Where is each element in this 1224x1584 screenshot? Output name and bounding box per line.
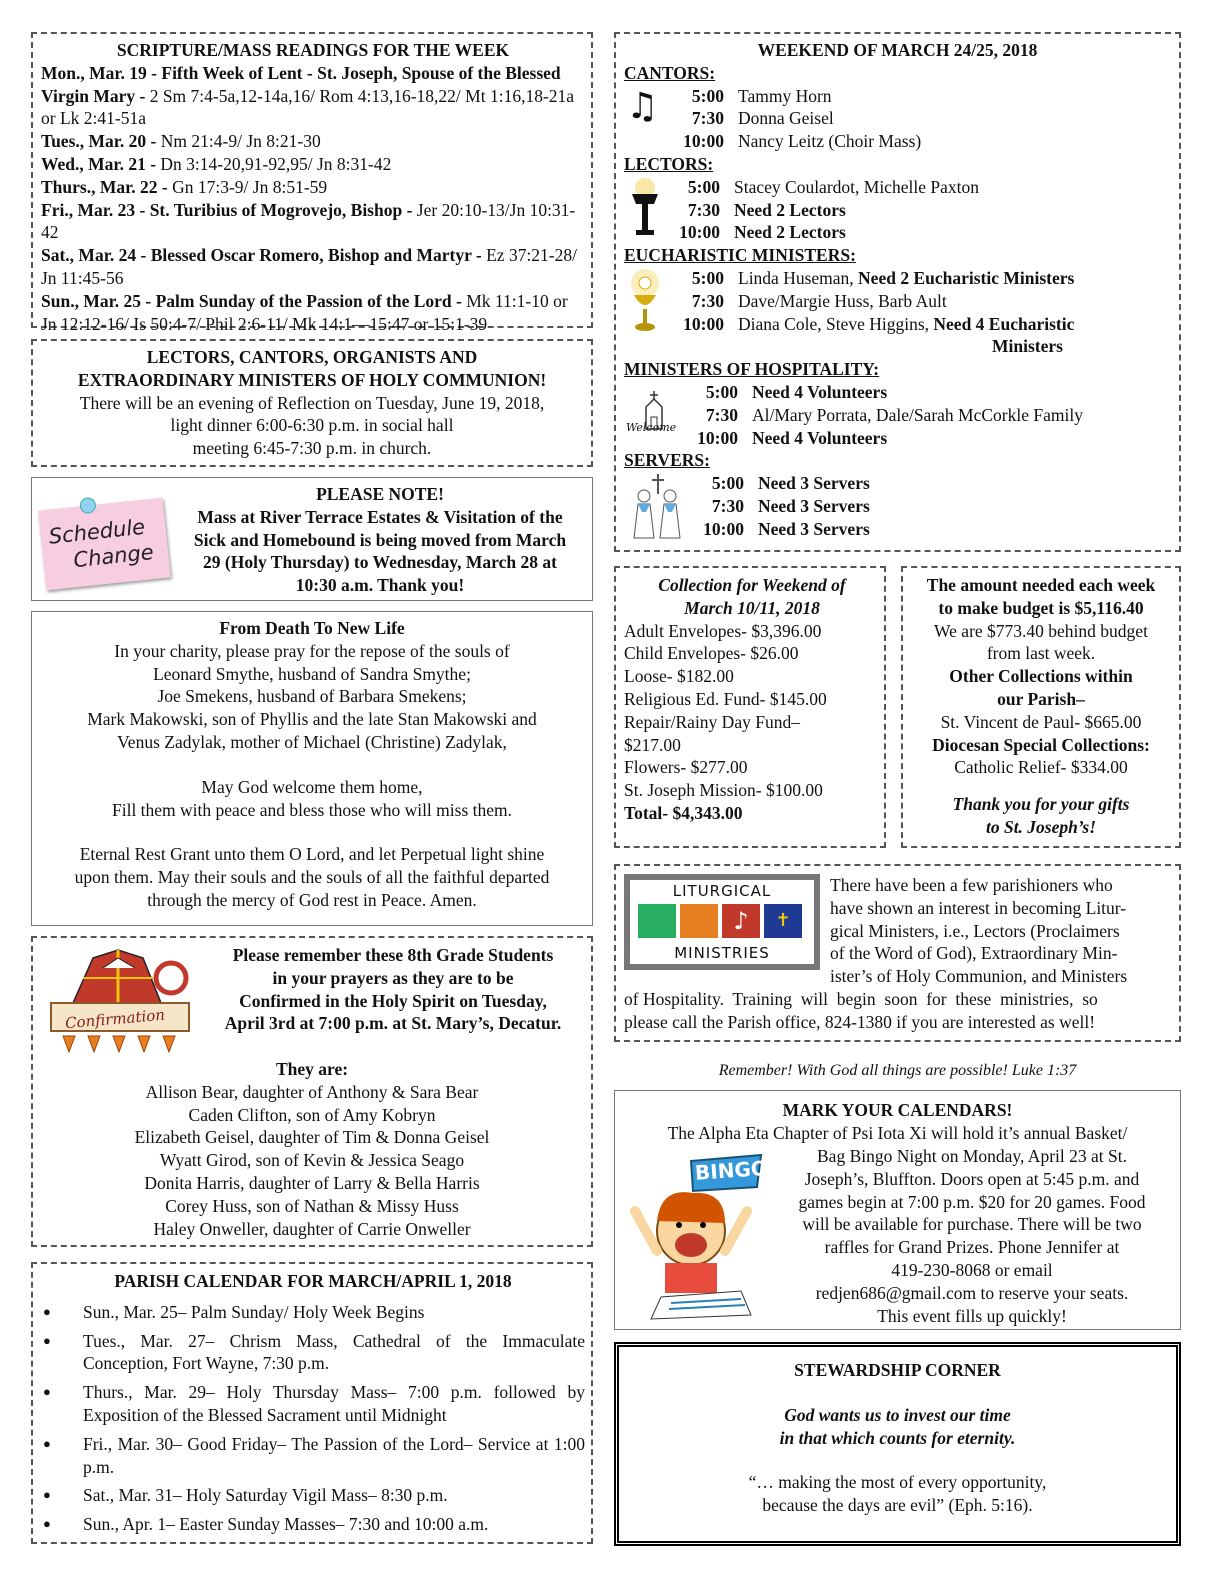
student-item: Caden Clifton, son of Amy Kobryn — [188, 1104, 436, 1125]
collection-item: Loose- $182.00 — [624, 666, 734, 687]
reflection-title-2: EXTRAORDINARY MINISTERS OF HOLY COMMUNION! — [77, 369, 547, 390]
reading-item — [41, 153, 585, 176]
schedule-name-text: Need 4 Volunteers — [752, 381, 888, 402]
readings-title: SCRIPTURE/MASS READINGS FOR THE WEEK — [116, 40, 510, 60]
calendar-box — [31, 1262, 593, 1544]
schedule-row — [688, 404, 1179, 427]
schedule-row — [674, 85, 1179, 108]
death-title: From Death To New Life — [219, 618, 405, 638]
lectors-label: LECTORS: — [624, 153, 714, 174]
liturgical-line: of the Word of God), Extraordinary Min- — [830, 943, 1118, 964]
schedule-name-text: Tammy Horn — [738, 85, 832, 106]
budget-box — [901, 566, 1181, 848]
collection-title-2: March 10/11, 2018 — [684, 597, 820, 618]
schedule-row — [694, 495, 1179, 518]
schedule-row — [688, 381, 1179, 404]
bingo-line: will be available for purchase. There will be two — [802, 1214, 1142, 1235]
calendar-item: ● Sun., Apr. 1– Easter Sunday Masses– 7:30 and 10:00 a.m. — [41, 1513, 585, 1536]
student-item: Wyatt Girod, son of Kevin & Jessica Seago — [159, 1150, 465, 1171]
schedule-name — [758, 472, 1179, 495]
schedule-name — [738, 313, 1179, 336]
reading-day: Fri., Mar. 23 - St. Turibius of Mogrovejo, Bishop - — [41, 199, 413, 220]
death-box — [31, 611, 593, 926]
logo-bottom-text: MINISTRIES — [674, 944, 770, 962]
confirmation-they: They are: — [275, 1059, 349, 1079]
remember-quote: Remember! With God all things are possible! Luke 1:37 — [718, 1062, 1077, 1079]
music-note-icon: ♪ — [722, 904, 760, 938]
hospitality-list — [688, 381, 1179, 449]
schedule-time: 7:30 — [691, 108, 724, 129]
reflection-box — [31, 339, 593, 467]
bible-icon: ✝ — [764, 904, 802, 938]
schedule-name-text: Stacey Coulardot, Michelle Paxton — [734, 176, 979, 197]
calendar-item: ● Fri., Mar. 30– Good Friday– The Passion of the Lord– Service at 1:00 p.m. — [41, 1433, 585, 1479]
collection-item: Child Envelopes- $26.00 — [624, 643, 799, 664]
bingo-title: MARK YOUR CALENDARS! — [782, 1100, 1013, 1120]
reading-item — [41, 244, 585, 290]
collection-total: Total- $4,343.00 — [624, 802, 743, 823]
calendar-item: ● Tues., Mar. 27– Chrism Mass, Cathedral of the Immaculate Conception, Fort Wayne, 7:30 p.m. — [41, 1330, 585, 1376]
reading-item — [41, 130, 585, 153]
schedule-row — [694, 518, 1179, 541]
collection-item: Adult Envelopes- $3,396.00 — [624, 620, 822, 641]
schedule-row — [674, 267, 1179, 290]
death-name-line: In your charity, please pray for the repose of the souls of — [114, 640, 510, 661]
thanks-1: Thank you for your gifts — [952, 794, 1130, 815]
death-name-line: Leonard Smythe, husband of Sandra Smythe; — [153, 663, 471, 684]
student-list — [33, 1081, 591, 1241]
budget-line-2: from last week. — [986, 643, 1096, 664]
schedule-time: 10:00 — [683, 131, 724, 152]
stewardship-italic-2: in that which counts for eternity. — [779, 1427, 1016, 1448]
handshake-icon — [638, 904, 676, 938]
confirmation-banner-text: Confirmation — [64, 1005, 166, 1033]
calendar-title: PARISH CALENDAR FOR MARCH/APRIL 1, 2018 — [114, 1271, 512, 1291]
schedule-time: 10:00 — [683, 313, 724, 334]
death-rest-2: upon them. May their souls and the souls of all the faithful departed — [74, 867, 550, 888]
schedule-name-text: Dave/Margie Huss, Barb Ault — [738, 290, 947, 311]
servers-list — [694, 472, 1179, 540]
schedule-time: 7:30 — [705, 404, 738, 425]
weekend-box — [614, 32, 1181, 552]
collection-item: $217.00 — [624, 734, 681, 755]
schedule-name — [734, 221, 1179, 244]
other-collections-1: Other Collections within — [949, 666, 1133, 687]
budget-title-1: The amount needed each week — [926, 575, 1156, 595]
schedule-name-bold: Need 4 Eucharistic — [933, 313, 1075, 334]
confirmation-line-2: in your prayers as they are to be — [272, 967, 514, 988]
em-continuation: Ministers — [992, 336, 1063, 357]
liturgical-line: ister’s of Holy Communion, and Ministers — [830, 966, 1128, 987]
em-list — [674, 267, 1179, 335]
diocesan-label: Diocesan Special Collections: — [932, 734, 1150, 755]
schedule-row — [670, 199, 1179, 222]
schedule-row — [674, 313, 1179, 336]
schedule-name-text: Donna Geisel — [738, 108, 834, 129]
schedule-name-text: Need 4 Volunteers — [752, 427, 888, 448]
schedule-name-text: Need 3 Servers — [758, 495, 870, 516]
death-rest-3: through the mercy of God rest in Peace. Amen. — [147, 889, 477, 910]
stewardship-box — [614, 1342, 1181, 1546]
hospitality-label: MINISTERS OF HOSPITALITY: — [624, 359, 880, 380]
liturgical-line: have shown an interest in becoming Litur- — [830, 897, 1127, 918]
reading-day: Sat., Mar. 24 - Blessed Oscar Romero, Bishop and Martyr - — [41, 245, 482, 266]
calendar-item: ● Sat., Mar. 31– Holy Saturday Vigil Mass– 8:30 p.m. — [41, 1484, 585, 1507]
death-name-line: Joe Smekens, husband of Barbara Smekens; — [157, 686, 467, 707]
reading-item — [41, 62, 585, 130]
schedule-name — [752, 404, 1179, 427]
liturgical-logo — [624, 874, 820, 970]
reading-day: Mon., Mar. 19 - Fifth Week of Lent - St. Joseph, Spouse of the Blessed Virgin Mary - — [41, 62, 561, 106]
em-label: EUCHARISTIC MINISTERS: — [624, 245, 856, 266]
schedule-time: 5:00 — [691, 267, 724, 288]
thanks-2: to St. Joseph’s! — [985, 816, 1097, 837]
collection-item: St. Joseph Mission- $100.00 — [624, 780, 823, 801]
student-item: Donita Harris, daughter of Larry & Bella Harris — [144, 1172, 480, 1193]
stewardship-title: STEWARDSHIP CORNER — [794, 1360, 1001, 1380]
schedule-name-text: Nancy Leitz (Choir Mass) — [738, 131, 922, 152]
bingo-text — [765, 1145, 1179, 1327]
reading-text: Dn 3:14-20,91-92,95/ Jn 8:31-42 — [156, 153, 392, 174]
schedule-name — [738, 130, 1179, 153]
reading-text: 2 Sm 7:4-5a,12-14a,16/ Rom 4:13,16-18,22/ Mt 1:16,18-21a or Lk 2:41-51a — [41, 85, 575, 129]
schedule-name — [738, 267, 1179, 290]
schedule-time: 10:00 — [697, 427, 738, 448]
reading-day: Thurs., Mar. 22 - — [41, 176, 168, 197]
other-collections-2: our Parish– — [997, 688, 1085, 709]
collection-item: Repair/Rainy Day Fund– — [624, 711, 800, 732]
schedule-name-text: Need 3 Servers — [758, 473, 870, 494]
collection-box — [614, 566, 886, 848]
student-item: Allison Bear, daughter of Anthony & Sara Bear — [145, 1081, 479, 1102]
reading-text: Gn 17:3-9/ Jn 8:51-59 — [167, 176, 328, 197]
schedule-change-sticky — [38, 498, 171, 591]
schedule-name-text: Diana Cole, Steve Higgins, — [738, 313, 934, 334]
cantors-label: CANTORS: — [624, 62, 716, 83]
grapes-icon — [680, 904, 718, 938]
schedule-row — [670, 221, 1179, 244]
readings-box — [31, 32, 593, 334]
collection-title-1: Collection for Weekend of — [658, 575, 846, 595]
schedule-time: 10:00 — [679, 222, 720, 243]
schedule-time: 5:00 — [687, 176, 720, 197]
reading-day: Sun., Mar. 25 - Palm Sunday of the Passion of the Lord - — [41, 290, 462, 311]
schedule-time: 7:30 — [691, 290, 724, 311]
bingo-sign-text: BINGO! — [694, 1155, 778, 1185]
reading-item — [41, 199, 585, 245]
schedule-time: 7:30 — [687, 199, 720, 220]
schedule-time: 10:00 — [703, 518, 744, 539]
reflection-title-1: LECTORS, CANTORS, ORGANISTS AND — [146, 347, 478, 367]
death-blessing-1: May God welcome them home, — [201, 776, 423, 797]
schedule-time: 5:00 — [711, 473, 744, 494]
note-line-2: Sick and Homebound is being moved from March — [193, 529, 567, 550]
schedule-name-bold: Need 2 Eucharistic Ministers — [858, 267, 1075, 288]
liturgical-line: There have been a few parishioners who — [830, 875, 1113, 895]
reading-item — [41, 176, 585, 199]
reflection-line-1: There will be an evening of Reflection on Tuesday, June 19, 2018, — [79, 392, 545, 413]
death-names — [32, 640, 592, 754]
schedule-row — [670, 176, 1179, 199]
schedule-name — [752, 381, 1179, 404]
bingo-line: games begin at 7:00 p.m. $20 for 20 games. Food — [798, 1191, 1146, 1212]
reading-item — [41, 290, 585, 336]
liturgical-full-1: of Hospitality. Training will begin soon for these ministries, so — [624, 989, 1098, 1009]
stewardship-quote-1: “… making the most of every opportunity, — [748, 1472, 1047, 1493]
liturgical-full-2: please call the Parish office, 824-1380 if you are interested as well! — [624, 1011, 1096, 1032]
lectern-icon — [628, 178, 662, 238]
confirmation-line-1: Please remember these 8th Grade Students — [232, 945, 554, 965]
schedule-name-text: Linda Huseman, — [738, 267, 859, 288]
welcome-text: Welcome — [626, 420, 677, 434]
note-line-4: 10:30 a.m. Thank you! — [295, 575, 465, 596]
reflection-line-2: light dinner 6:00-6:30 p.m. in social hall — [170, 415, 454, 436]
confirmation-clipart — [43, 948, 193, 1058]
bingo-line-1: The Alpha Eta Chapter of Psi Iota Xi will hold it’s annual Basket/ — [667, 1123, 1128, 1143]
sticky-text-2: Change — [72, 539, 155, 573]
death-blessing-2: Fill them with peace and bless those who will miss them. — [111, 799, 513, 820]
schedule-name — [738, 85, 1179, 108]
reading-text: Mk 11:1-10 or Jn 12:12-16/ Is 50:4-7/ Phil 2:6-11/ Mk 14:1—15:47 or 15:1-39 — [41, 290, 568, 334]
budget-line-1: We are $773.40 behind budget — [934, 620, 1148, 641]
death-name-line: Venus Zadylak, mother of Michael (Christine) Zadylak, — [117, 731, 507, 752]
student-item: Haley Onweller, daughter of Carrie Onweller — [153, 1218, 471, 1239]
liturgical-box — [614, 864, 1181, 1042]
calendar-item: ● Sun., Mar. 25– Palm Sunday/ Holy Week Begins — [41, 1301, 585, 1324]
schedule-time: 7:30 — [711, 495, 744, 516]
schedule-row — [688, 427, 1179, 450]
calendar-list — [41, 1301, 585, 1536]
bingo-line: redjen686@gmail.com to reserve your seats. — [815, 1282, 1129, 1303]
schedule-name — [738, 107, 1179, 130]
readings-list — [41, 62, 585, 336]
schedule-time: 5:00 — [691, 85, 724, 106]
reading-day: Wed., Mar. 21 - — [41, 153, 157, 174]
church-welcome-icon — [626, 391, 682, 447]
servers-label: SERVERS: — [624, 450, 710, 471]
budget-title-2: to make budget is $5,116.40 — [938, 597, 1144, 618]
svdp-amount: St. Vincent de Paul- $665.00 — [940, 711, 1142, 732]
bingo-box — [614, 1090, 1181, 1330]
stewardship-quote-2: because the days are evil” (Eph. 5:16). — [762, 1495, 1033, 1516]
collection-item: Flowers- $277.00 — [624, 757, 748, 778]
chalice-icon — [628, 269, 662, 335]
confirmation-line-3: Confirmed in the Holy Spirit on Tuesday, — [239, 990, 547, 1011]
bingo-line: This event fills up quickly! — [877, 1305, 1067, 1326]
collection-item: Religious Ed. Fund- $145.00 — [624, 688, 827, 709]
stewardship-italic-1: God wants us to invest our time — [784, 1404, 1011, 1425]
confirmation-line-4: April 3rd at 7:00 p.m. at St. Mary’s, Decatur. — [224, 1013, 562, 1034]
schedule-name-text: Need 3 Servers — [758, 518, 870, 539]
schedule-name — [758, 518, 1179, 541]
death-rest-1: Eternal Rest Grant unto them O Lord, and let Perpetual light shine — [79, 844, 545, 865]
schedule-name-text: Need 2 Lectors — [734, 199, 846, 220]
bingo-clipart — [621, 1151, 778, 1321]
catholic-relief-amount: Catholic Relief- $334.00 — [954, 757, 1128, 778]
schedule-row — [674, 130, 1179, 153]
note-line-3: 29 (Holy Thursday) to Wednesday, March 28 at — [203, 552, 557, 573]
cantors-list — [674, 85, 1179, 153]
confirmation-box — [31, 936, 593, 1247]
death-name-line: Mark Makowski, son of Phyllis and the late Stan Makowski and — [87, 709, 537, 730]
bingo-line: Bag Bingo Night on Monday, April 23 at St. — [817, 1146, 1127, 1166]
reflection-line-3: meeting 6:45-7:30 p.m. in church. — [192, 438, 432, 459]
weekend-title: WEEKEND OF MARCH 24/25, 2018 — [757, 40, 1038, 60]
bingo-line: Joseph’s, Bluffton. Doors open at 5:45 p.m. and — [804, 1168, 1140, 1189]
student-item: Elizabeth Geisel, daughter of Tim & Donna Geisel — [134, 1127, 490, 1148]
pushpin-icon — [79, 497, 97, 515]
sticky-text-1: Schedule — [47, 514, 147, 549]
schedule-row — [674, 107, 1179, 130]
note-title: PLEASE NOTE! — [316, 484, 444, 504]
schedule-name — [752, 427, 1179, 450]
schedule-name — [738, 290, 1179, 313]
schedule-row — [694, 472, 1179, 495]
liturgical-line: gical Ministers, i.e., Lectors (Proclaimers — [830, 920, 1120, 941]
schedule-name — [734, 199, 1179, 222]
schedule-name-text: Al/Mary Porrata, Dale/Sarah McCorkle Family — [752, 404, 1083, 425]
bingo-line: raffles for Grand Prizes. Phone Jennifer at — [824, 1237, 1120, 1258]
please-note-box — [31, 477, 593, 601]
schedule-name — [758, 495, 1179, 518]
liturgical-text — [830, 874, 1176, 988]
reading-text: Ez 37:21-28/ Jn 11:45-56 — [41, 245, 577, 288]
reading-text: Nm 21:4-9/ Jn 8:21-30 — [156, 131, 321, 152]
reading-text: Jer 20:10-13/Jn 10:31-42 — [41, 199, 576, 243]
music-notes-icon: ♫ — [626, 85, 659, 127]
logo-top-text: LITURGICAL — [672, 882, 772, 900]
bingo-line: 419-230-8068 or email — [891, 1259, 1053, 1280]
reading-day: Tues., Mar. 20 - — [41, 131, 157, 152]
collection-list — [624, 620, 880, 802]
schedule-row — [674, 290, 1179, 313]
lectors-list — [670, 176, 1179, 244]
altar-servers-icon — [628, 474, 686, 540]
calendar-item: ● Thurs., Mar. 29– Holy Thursday Mass– 7:00 p.m. followed by Exposition of the Blessed Sacrament until Midnight — [41, 1381, 585, 1427]
note-line-1: Mass at River Terrace Estates & Visitation of the — [197, 506, 563, 527]
schedule-name — [734, 176, 1179, 199]
schedule-time: 5:00 — [705, 381, 738, 402]
student-item: Corey Huss, son of Nathan & Missy Huss — [165, 1195, 459, 1216]
schedule-name-text: Need 2 Lectors — [734, 222, 846, 243]
